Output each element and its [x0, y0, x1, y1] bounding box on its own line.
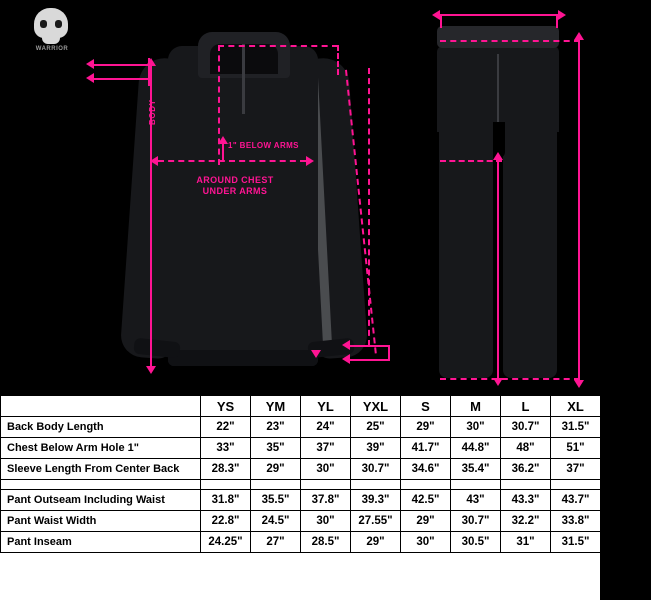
cell: 31": [501, 532, 551, 553]
cell: 30": [451, 417, 501, 438]
spacer-cell: [551, 480, 601, 490]
cell: 33": [201, 438, 251, 459]
col-header-xl: XL: [551, 396, 601, 417]
table-spacer-row: [1, 480, 651, 490]
cell: 44.8": [451, 438, 501, 459]
col-header-ym: YM: [251, 396, 301, 417]
sleeve-top-dash: [218, 45, 338, 47]
top-left-bracket-line2: [92, 78, 150, 80]
cell: 30": [301, 511, 351, 532]
cell: 33.8": [551, 511, 601, 532]
pants-right-leg: [503, 128, 557, 378]
cell: 42.5": [401, 490, 451, 511]
cell: 29": [401, 511, 451, 532]
under-arms-label: UNDER ARMS: [202, 186, 268, 196]
top-left-bracket-arrow: [86, 59, 94, 69]
cell: 39": [351, 438, 401, 459]
pant-hem-dash: [440, 378, 580, 380]
cell: 24": [301, 417, 351, 438]
cell: 37.8": [601, 459, 651, 480]
below-arms-label: 1" BELOW ARMS: [228, 141, 299, 150]
size-chart-table: [0, 395, 651, 553]
cell: 32.2": [501, 511, 551, 532]
table-row: [1, 459, 651, 480]
jacket-illustration: [120, 18, 370, 388]
jacket-hem: [168, 350, 318, 366]
cell: 28.3": [201, 459, 251, 480]
pant-waist-width-line: [440, 14, 558, 16]
cell: 24.5": [251, 511, 301, 532]
cell: 54.3": [601, 438, 651, 459]
sleeve-length-arrow: [311, 350, 321, 358]
cell: 48": [501, 438, 551, 459]
col-header-s: S: [401, 396, 451, 417]
top-left-bracket-arrow2: [86, 73, 94, 83]
spacer-cell: [601, 480, 651, 490]
cuff-bracket-arrow: [342, 340, 350, 350]
table-header-row: [1, 396, 651, 417]
pants-left-leg: [439, 128, 493, 378]
col-header-m: M: [451, 396, 501, 417]
cell: 37": [301, 438, 351, 459]
pant-outseam-arrow-top: [574, 32, 584, 40]
cell: 35": [251, 438, 301, 459]
cell: 31.5": [551, 417, 601, 438]
row-label-pant-outseam: Pant Outseam Including Waist: [1, 490, 201, 511]
cell: 30.5": [451, 532, 501, 553]
row-label-pant-waist-width: Pant Waist Width: [1, 511, 201, 532]
spacer-cell: [451, 480, 501, 490]
cell: 44": [601, 490, 651, 511]
pant-crotch-dash: [440, 160, 502, 162]
back-body-length-arrow-bottom: [146, 366, 156, 374]
spacer-cell: [301, 480, 351, 490]
cell: 43.7": [551, 490, 601, 511]
cell: 23": [251, 417, 301, 438]
jacket-zipper: [242, 44, 245, 114]
chest-measure-dash: [158, 160, 306, 162]
cell: 43.3": [501, 490, 551, 511]
pant-inseam-arrow-top: [493, 152, 503, 160]
table-row: [1, 438, 651, 459]
pants-illustration: [415, 18, 585, 390]
cell: 27.55": [351, 511, 401, 532]
col-header-ys: YS: [201, 396, 251, 417]
cell: 39.3": [351, 490, 401, 511]
skull-icon: [34, 8, 68, 38]
pant-waist-arrow-left: [432, 10, 440, 20]
table-row: [1, 417, 651, 438]
center-back-dash: [218, 45, 220, 165]
row-label-pant-inseam: Pant Inseam: [1, 532, 201, 553]
col-header-2xl: 2XL: [601, 396, 651, 417]
cell: 31.5": [551, 532, 601, 553]
cell: 27": [251, 532, 301, 553]
spacer-cell: [1, 480, 201, 490]
table-row: [1, 511, 651, 532]
pant-inseam-line: [497, 160, 499, 378]
brand-logo: [14, 8, 90, 58]
cell: 24.25": [201, 532, 251, 553]
below-arms-arrow: [218, 136, 228, 144]
cell: 32": [601, 532, 651, 553]
around-chest-label: AROUND CHEST: [196, 175, 274, 185]
cuff-bracket-end: [388, 345, 390, 361]
chest-measure-arrow-left: [150, 156, 158, 166]
pant-waist-dash: [440, 40, 580, 42]
cell: 31.8": [201, 490, 251, 511]
cell: 25": [351, 417, 401, 438]
row-label-chest-below-arm-hole: Chest Below Arm Hole 1": [1, 438, 201, 459]
col-header-l: L: [501, 396, 551, 417]
cell: 30.7": [451, 511, 501, 532]
cell: 28.5": [301, 532, 351, 553]
cell: 41.7": [401, 438, 451, 459]
spacer-cell: [501, 480, 551, 490]
cell: 22": [201, 417, 251, 438]
size-chart-table-wrapper: [0, 395, 640, 600]
cell: 30": [301, 459, 351, 480]
cell: 30.7": [501, 417, 551, 438]
spacer-cell: [351, 480, 401, 490]
skull-jaw-icon: [42, 35, 60, 44]
cell: 43": [451, 490, 501, 511]
table-row: [1, 490, 651, 511]
pant-waist-tick-left: [440, 14, 442, 28]
brand-wordmark: WARRIOR: [35, 46, 69, 52]
spacer-cell: [201, 480, 251, 490]
cell: 37.8": [301, 490, 351, 511]
cell: 51": [551, 438, 601, 459]
pant-outseam-arrow-bottom: [574, 380, 584, 388]
spacer-cell: [251, 480, 301, 490]
cell: 29": [401, 417, 451, 438]
pants-front-seam: [497, 54, 499, 124]
cell: 29": [351, 532, 401, 553]
spacer-cell: [401, 480, 451, 490]
chest-measure-arrow-right: [306, 156, 314, 166]
cuff-bracket-arrow2: [342, 354, 350, 364]
shoulder-drop-dash: [337, 45, 339, 75]
cell: 22.8": [201, 511, 251, 532]
col-header-yxl: YXL: [351, 396, 401, 417]
cell: 29": [251, 459, 301, 480]
cell: 35.5": [251, 490, 301, 511]
cell: 34.6": [401, 459, 451, 480]
cell: 36.2": [501, 459, 551, 480]
row-label-sleeve-length: Sleeve Length From Center Back: [1, 459, 201, 480]
table-corner-cell: [1, 396, 201, 417]
pant-outseam-line: [578, 40, 580, 380]
table-row: [1, 532, 651, 553]
pant-waist-tick-right: [556, 14, 558, 28]
jacket-right-guide-dash: [368, 68, 370, 346]
cell: 37": [551, 459, 601, 480]
cell: 32.2": [601, 417, 651, 438]
col-header-yl: YL: [301, 396, 351, 417]
cell: 35.5": [601, 511, 651, 532]
below-arms-line: [222, 142, 224, 160]
body-label: BODY: [148, 99, 157, 125]
cell: 30": [401, 532, 451, 553]
cuff-bracket-line2: [348, 359, 390, 361]
cell: 35.4": [451, 459, 501, 480]
cell: 30.7": [351, 459, 401, 480]
pants-waistband: [437, 26, 559, 48]
top-left-bracket-line: [92, 64, 150, 66]
pant-waist-arrow-right: [558, 10, 566, 20]
top-left-bracket-end: [148, 58, 150, 86]
row-label-back-body-length: Back Body Length: [1, 417, 201, 438]
